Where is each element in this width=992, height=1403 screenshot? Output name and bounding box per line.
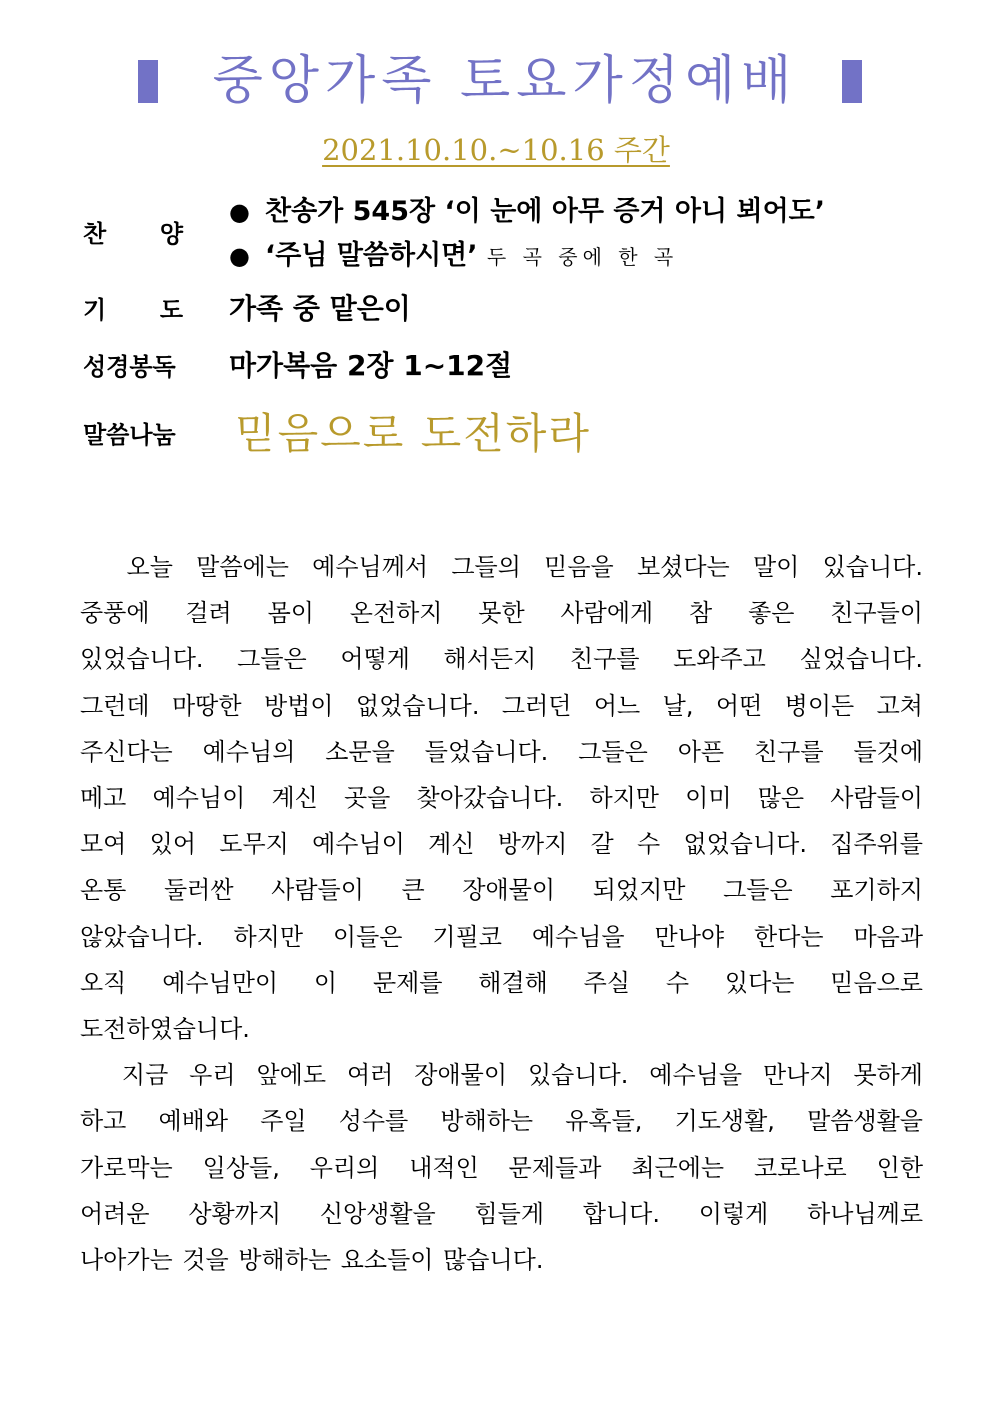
title-row [0,48,992,114]
title-right-bar [842,60,862,103]
prayer-label-char-1: 기 [83,296,107,324]
hymn-line-2 [229,236,678,276]
paragraph-1 [80,544,923,1052]
bullet-icon: ● [229,198,250,226]
body-line: 하고 예배와 주일 성수를 방해하는 유혹들, 기도생활, 말씀생활을 [80,1107,923,1136]
body-line: 오직 예수님만이 이 문제를 해결해 주실 수 있다는 믿음으로 [80,968,923,997]
body-line: 어려운 상황까지 신앙생활을 힘들게 합니다. 이렇게 하나님께로 [80,1199,923,1228]
body-line: 그런데 마땅한 방법이 없었습니다. 그러던 어느 날, 어떤 병이든 고쳐 [80,691,923,720]
body-line: 않았습니다. 하지만 이들은 기필코 예수님을 만나야 한다는 마음과 [80,922,923,951]
body-line: 오늘 말씀에는 예수님께서 그들의 믿음을 보셨다는 말이 있습니다. [80,553,923,581]
hymn-label-char-2: 양 [159,220,183,248]
body-line: 주신다는 예수님의 소문을 들었습니다. 그들은 아픈 친구를 들것에 [80,737,923,766]
body-line: 지금 우리 앞에도 여러 장애물이 있습니다. 예수님을 만나지 못하게 [80,1061,923,1090]
prayer-label-char-2: 도 [159,296,183,324]
body-line: 도전하였습니다. [80,1015,250,1044]
body-line: 모여 있어 도무지 예수님이 계신 방까지 갈 수 없었습니다. 집주위를 [80,830,923,859]
body-line: 메고 예수님이 계신 곳을 찾아갔습니다. 하지만 이미 많은 사람들이 [80,784,923,813]
sermon-title: 믿음으로 도전하라 [235,409,591,458]
reading-label: 성경봉독 [83,353,176,381]
hymn-line-2-title: ‘주님 말씀하시면’ [265,240,478,271]
body-line: 온통 둘러싼 사람들이 큰 장애물이 되었지만 그들은 포기하지 [80,876,923,905]
hymn-line-1 [229,192,825,232]
body-line: 나아가는 것을 방해하는 요소들이 많습니다. [80,1246,544,1275]
body-line: 있었습니다. 그들은 어떻게 해서든지 친구를 도와주고 싶었습니다. [80,645,923,674]
bullet-icon: ● [229,242,250,270]
prayer-value: 가족 중 맡은이 [229,292,411,325]
page-title: 중앙가족 토요가정예배 [212,51,798,111]
hymn-label-char-1: 찬 [83,220,107,248]
sermon-body [80,544,923,1283]
date-range [0,130,992,170]
prayer-label [83,291,183,329]
date-range-text: 2021.10.10.~10.16 주간 [322,133,670,167]
body-line: 중풍에 걸려 몸이 온전하지 못한 사람에게 참 좋은 친구들이 [80,599,923,628]
title-left-bar [138,60,158,103]
reading-value: 마가복음 2장 1~12절 [229,349,513,382]
hymn-label [83,216,183,252]
body-line: 가로막는 일상들, 우리의 내적인 문제들과 최근에는 코로나로 인한 [80,1153,923,1182]
sharing-label: 말씀나눔 [83,421,176,449]
paragraph-2 [80,1052,923,1283]
hymn-line-1-text: 찬송가 545장 ‘이 눈에 아무 증거 아니 뵈어도’ [265,196,825,227]
hymn-line-2-note: 두 곡 중에 한 곡 [486,245,679,269]
